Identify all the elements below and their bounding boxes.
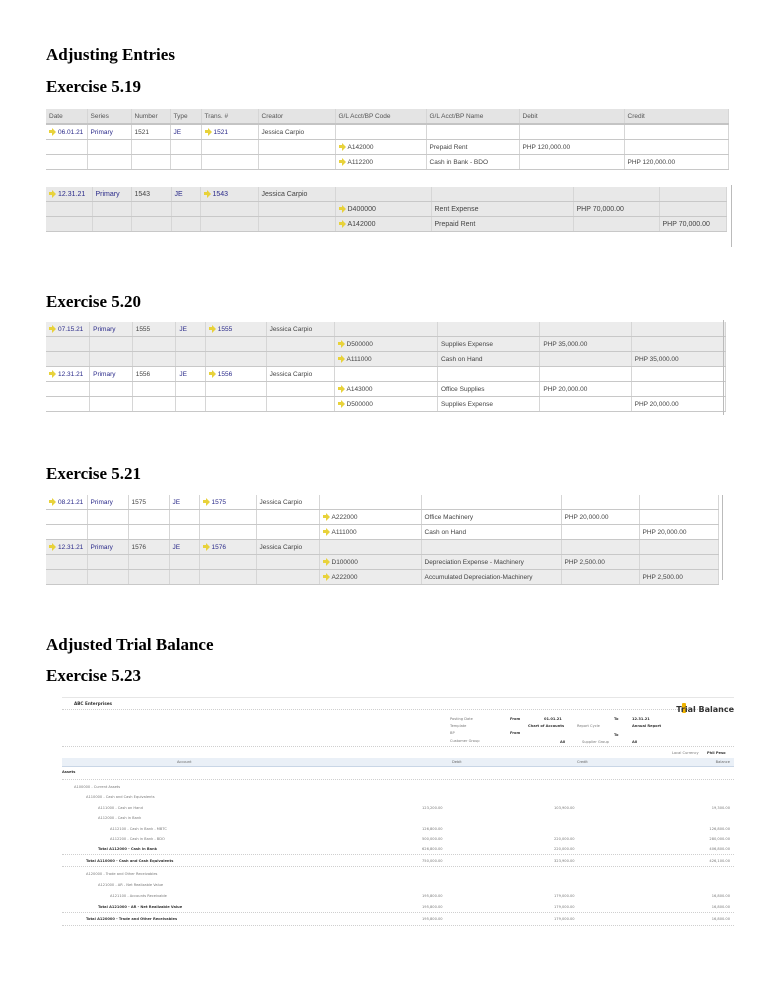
gl-code[interactable]: A222000 (331, 513, 358, 521)
balance-value: 16,800.00 (711, 905, 730, 909)
gl-code[interactable]: A111000 (346, 355, 372, 363)
col-account[interactable]: Account (177, 760, 192, 764)
number-cell: 1556 (132, 367, 176, 382)
debit-cell (540, 397, 631, 412)
gl-code[interactable]: A112200 (347, 158, 374, 166)
credit-value: 220,000.00 (554, 847, 575, 851)
col-credit[interactable]: Credit (624, 109, 728, 124)
balance-value: 19,300.00 (711, 806, 730, 810)
table-row (46, 124, 728, 140)
gl-code[interactable]: A111000 (331, 528, 357, 536)
table-row (46, 322, 726, 337)
col-balance[interactable]: Balance (715, 760, 730, 764)
balance-value: 426,100.00 (709, 859, 730, 863)
credit-cell: PHP 2,500.00 (639, 570, 718, 585)
account-name[interactable]: A100000 - Current Assets (74, 785, 121, 789)
series-link[interactable]: Primary (90, 498, 113, 506)
balance-value: 16,800.00 (711, 894, 730, 898)
type-link[interactable]: JE (173, 128, 182, 136)
gl-code[interactable]: A142000 (347, 143, 374, 151)
account-name[interactable]: Total A121000 - AR - Net Realizable Value (98, 905, 183, 909)
customer-group-label: Customer Group (450, 739, 480, 743)
credit-cell: PHP 35,000.00 (631, 352, 725, 367)
gl-name: Depreciation Expense - Machinery (421, 555, 561, 570)
balance-value: 126,800.00 (709, 827, 730, 831)
table-row (46, 352, 726, 367)
link-arrow-icon[interactable] (323, 574, 330, 580)
link-arrow-icon[interactable] (338, 401, 345, 407)
account-name[interactable]: Total A112000 - Cash in Bank (98, 847, 158, 851)
col-gl-name[interactable]: G/L Acct/BP Name (426, 109, 519, 124)
bp-to: To (614, 733, 619, 737)
credit-value: 103,900.00 (554, 806, 575, 810)
credit-cell (631, 337, 725, 352)
col-trans[interactable]: Trans. # (201, 109, 258, 124)
credit-value: 179,000.00 (554, 917, 575, 921)
heading-exercise-5-19: Exercise 5.19 (46, 77, 142, 96)
number-cell: 1543 (131, 187, 171, 202)
gl-name: Prepaid Rent (431, 217, 573, 232)
credit-cell (639, 510, 718, 525)
type-link[interactable]: JE (172, 498, 181, 506)
gl-name: Cash in Bank - BDO (426, 155, 519, 170)
table-row (62, 804, 734, 813)
table-row (46, 510, 718, 525)
table-row (62, 881, 734, 890)
from-label: From (510, 717, 521, 721)
debit-cell: PHP 20,000.00 (540, 382, 631, 397)
col-type[interactable]: Type (170, 109, 201, 124)
scrollbar-edge (723, 320, 724, 415)
gl-code[interactable]: D500000 (346, 400, 373, 408)
debit-value: 195,800.00 (422, 894, 443, 898)
credit-cell (624, 140, 728, 155)
debit-value: 195,800.00 (422, 917, 443, 921)
creator-cell: Jessica Carpio (266, 322, 334, 337)
account-name[interactable]: A112100 - Cash in Bank - MBTC (110, 827, 167, 831)
creator-cell: Jessica Carpio (256, 495, 319, 510)
trans-link[interactable]: 1556 (217, 370, 233, 378)
debit-value: 126,800.00 (422, 827, 443, 831)
debit-value: 750,000.00 (422, 859, 443, 863)
number-cell: 1521 (131, 124, 170, 140)
gl-name: Prepaid Rent (426, 140, 519, 155)
credit-cell (639, 555, 718, 570)
credit-cell: PHP 70,000.00 (659, 217, 726, 232)
scrollbar-edge (722, 495, 723, 580)
col-debit[interactable]: Debit (519, 109, 624, 124)
debit-cell (561, 570, 639, 585)
creator-cell: Jessica Carpio (256, 540, 319, 555)
gl-name: Supplies Expense (437, 337, 539, 352)
col-date[interactable]: Date (46, 109, 87, 124)
link-arrow-icon[interactable] (49, 129, 56, 135)
account-name[interactable]: Total A110000 - Cash and Cash Equivalents (86, 859, 174, 863)
col-gl-code[interactable]: G/L Acct/BP Code (335, 109, 426, 124)
gl-code[interactable]: D100000 (331, 558, 358, 566)
link-arrow-icon[interactable] (338, 386, 345, 392)
link-arrow-icon[interactable] (339, 221, 346, 227)
credit-cell (631, 382, 725, 397)
divider (62, 697, 734, 698)
divider (62, 912, 734, 913)
supplier-group-value[interactable]: All (632, 740, 638, 744)
number-cell: 1555 (132, 322, 176, 337)
table-row (46, 555, 718, 570)
gl-code[interactable]: D400000 (347, 205, 376, 213)
number-cell: 1576 (128, 540, 169, 555)
credit-cell (659, 202, 726, 217)
table-row (46, 540, 718, 555)
local-currency-label: Local Currency (672, 751, 699, 755)
posting-date-label: Posting Date (450, 717, 473, 721)
heading-adjusted-trial-balance: Adjusted Trial Balance (46, 635, 214, 654)
type-link[interactable]: JE (174, 190, 183, 198)
series-link[interactable]: Primary (93, 325, 116, 333)
link-arrow-icon[interactable] (49, 326, 56, 332)
debit-value: 195,800.00 (422, 905, 443, 909)
col-debit[interactable]: Debit (452, 760, 462, 764)
account-name[interactable]: A121100 - Accounts Receivable (110, 894, 167, 898)
report-title: Trial Balance (676, 705, 734, 714)
link-arrow-icon[interactable] (323, 559, 330, 565)
link-arrow-icon[interactable] (49, 499, 56, 505)
link-arrow-icon[interactable] (205, 129, 212, 135)
table-row (62, 783, 734, 792)
table-row (46, 140, 728, 155)
journal-table-5-19-a (46, 109, 729, 170)
bp-from: From (510, 731, 521, 735)
creator-cell: Jessica Carpio (258, 187, 335, 202)
gl-code[interactable]: A142000 (347, 220, 376, 228)
report-cycle-value[interactable]: Annual Report (632, 724, 662, 728)
heading-exercise-5-20: Exercise 5.20 (46, 292, 142, 311)
gl-name: Rent Expense (431, 202, 573, 217)
heading-exercise-5-23: Exercise 5.23 (46, 666, 142, 685)
credit-cell: PHP 120,000.00 (624, 155, 728, 170)
table-row (62, 915, 734, 924)
debit-value: 626,800.00 (422, 847, 443, 851)
link-arrow-icon[interactable] (323, 529, 330, 535)
scrollbar-edge (731, 185, 732, 247)
link-arrow-icon[interactable] (209, 326, 216, 332)
table-row (46, 525, 718, 540)
table-row (62, 870, 734, 879)
col-number[interactable]: Number (131, 109, 170, 124)
link-arrow-icon[interactable] (49, 544, 56, 550)
col-creator[interactable]: Creator (258, 109, 335, 124)
table-row (46, 155, 728, 170)
account-name[interactable]: A111000 - Cash on Hand (98, 806, 143, 810)
creator-cell: Jessica Carpio (258, 124, 335, 140)
account-name[interactable]: A110000 - Cash and Cash Equivalents (86, 795, 155, 799)
local-currency-value: Phil Peso (707, 751, 726, 755)
date-link[interactable]: 06.01.21 (58, 128, 84, 136)
link-arrow-icon[interactable] (323, 514, 330, 520)
table-row (46, 570, 718, 585)
debit-cell (573, 217, 659, 232)
table-row (62, 892, 734, 901)
series-link[interactable]: Primary (95, 190, 120, 198)
link-arrow-icon[interactable] (49, 371, 56, 377)
section-assets: Assets (62, 770, 76, 774)
journal-table-5-20 (46, 322, 726, 412)
divider (62, 779, 734, 780)
type-link[interactable]: JE (179, 325, 187, 333)
gl-code[interactable]: A143000 (346, 385, 373, 393)
divider (62, 866, 734, 867)
gl-name: Office Machinery (421, 510, 561, 525)
heading-exercise-5-21: Exercise 5.21 (46, 464, 142, 483)
journal-table-5-21 (46, 495, 719, 585)
divider (62, 709, 734, 710)
table-row (46, 187, 726, 202)
credit-cell: PHP 20,000.00 (639, 525, 718, 540)
debit-cell (519, 155, 624, 170)
table-row (62, 903, 734, 912)
report-cycle-label: Report Cycle (577, 724, 600, 728)
link-arrow-icon[interactable] (339, 159, 346, 165)
company-name: ABC Enterprises (74, 701, 113, 706)
debit-cell: PHP 20,000.00 (561, 510, 639, 525)
table-row (62, 825, 734, 834)
report-column-header (62, 758, 734, 767)
table-row (62, 793, 734, 802)
to-label: To (614, 717, 619, 721)
gl-code[interactable]: D500000 (346, 340, 373, 348)
credit-value: 220,000.00 (554, 837, 575, 841)
debit-cell (561, 525, 639, 540)
gl-name: Accumulated Depreciation-Machinery (421, 570, 561, 585)
account-name[interactable]: A112200 - Cash in Bank - BDO (110, 837, 165, 841)
number-cell: 1575 (128, 495, 169, 510)
gl-name: Cash on Hand (421, 525, 561, 540)
divider (62, 854, 734, 855)
creator-cell: Jessica Carpio (266, 367, 334, 382)
link-arrow-icon[interactable] (338, 341, 345, 347)
debit-cell: PHP 2,500.00 (561, 555, 639, 570)
account-name[interactable]: A120000 - Trade and Other Receivables (86, 872, 158, 876)
table-row (62, 835, 734, 844)
balance-value: 16,800.00 (711, 917, 730, 921)
debit-value: 500,000.00 (422, 837, 443, 841)
link-arrow-icon[interactable] (203, 499, 210, 505)
table-row (46, 397, 726, 412)
type-link[interactable]: JE (179, 370, 187, 378)
balance-value: 406,800.00 (709, 847, 730, 851)
gl-name: Cash on Hand (437, 352, 539, 367)
journal-table-5-19-b (46, 187, 727, 232)
template-value[interactable]: Chart of Accounts (528, 724, 565, 728)
link-arrow-icon[interactable] (209, 371, 216, 377)
date-link[interactable]: 12.31.21 (58, 190, 86, 198)
link-arrow-icon[interactable] (338, 356, 345, 362)
series-link[interactable]: Primary (90, 543, 113, 551)
trans-link[interactable]: 1575 (211, 498, 226, 506)
trans-link[interactable]: 1543 (212, 190, 229, 198)
date-link[interactable]: 12.31.21 (58, 543, 84, 551)
table-row (46, 367, 726, 382)
type-link[interactable]: JE (172, 543, 181, 551)
heading-adjusting-entries: Adjusting Entries (46, 45, 175, 64)
section-row (62, 768, 734, 777)
table-row (62, 857, 734, 866)
date-link[interactable]: 12.31.21 (58, 370, 84, 378)
credit-value: 179,000.00 (554, 894, 575, 898)
gl-code[interactable]: A222000 (331, 573, 358, 581)
bp-label: BP (450, 731, 455, 735)
trans-link[interactable]: 1521 (213, 128, 228, 136)
link-arrow-icon[interactable] (339, 206, 346, 212)
trans-link[interactable]: 1555 (217, 325, 233, 333)
account-name[interactable]: A112000 - Cash in Bank (98, 816, 142, 820)
link-arrow-icon[interactable] (339, 144, 346, 150)
col-credit[interactable]: Credit (577, 760, 588, 764)
table-row (62, 845, 734, 854)
posting-date-to[interactable]: 12.31.21 (632, 717, 650, 721)
date-link[interactable]: 08.21.21 (58, 498, 84, 506)
col-series[interactable]: Series (87, 109, 131, 124)
gl-name: Office Supplies (437, 382, 539, 397)
series-link[interactable]: Primary (93, 370, 116, 378)
account-name[interactable]: A121000 - AR - Net Realizable Value (98, 883, 164, 887)
link-arrow-icon[interactable] (49, 191, 56, 197)
template-label: Template (450, 724, 467, 728)
link-arrow-icon[interactable] (203, 544, 210, 550)
table-row (46, 217, 726, 232)
customer-group-value[interactable]: All (560, 740, 566, 744)
table-row (46, 202, 726, 217)
debit-cell (540, 352, 631, 367)
debit-cell: PHP 35,000.00 (540, 337, 631, 352)
trans-link[interactable]: 1576 (211, 543, 226, 551)
link-arrow-icon[interactable] (204, 191, 211, 197)
table-row (62, 814, 734, 823)
balance-value: 280,000.00 (709, 837, 730, 841)
table-row (46, 495, 718, 510)
credit-value: 323,900.00 (554, 859, 575, 863)
debit-value: 123,200.00 (422, 806, 443, 810)
posting-date-from[interactable]: 01.01.21 (544, 717, 562, 721)
table-row (46, 337, 726, 352)
divider (62, 925, 734, 926)
debit-cell: PHP 70,000.00 (573, 202, 659, 217)
series-link[interactable]: Primary (90, 128, 113, 136)
credit-cell: PHP 20,000.00 (631, 397, 725, 412)
account-name[interactable]: Total A120000 - Trade and Other Receivables (86, 917, 178, 921)
divider (62, 746, 734, 747)
table-row (46, 382, 726, 397)
date-link[interactable]: 07.15.21 (58, 325, 84, 333)
supplier-group-label: Supplier Group (582, 740, 609, 744)
debit-cell: PHP 120,000.00 (519, 140, 624, 155)
gl-name: Supplies Expense (437, 397, 539, 412)
credit-value: 179,000.00 (554, 905, 575, 909)
